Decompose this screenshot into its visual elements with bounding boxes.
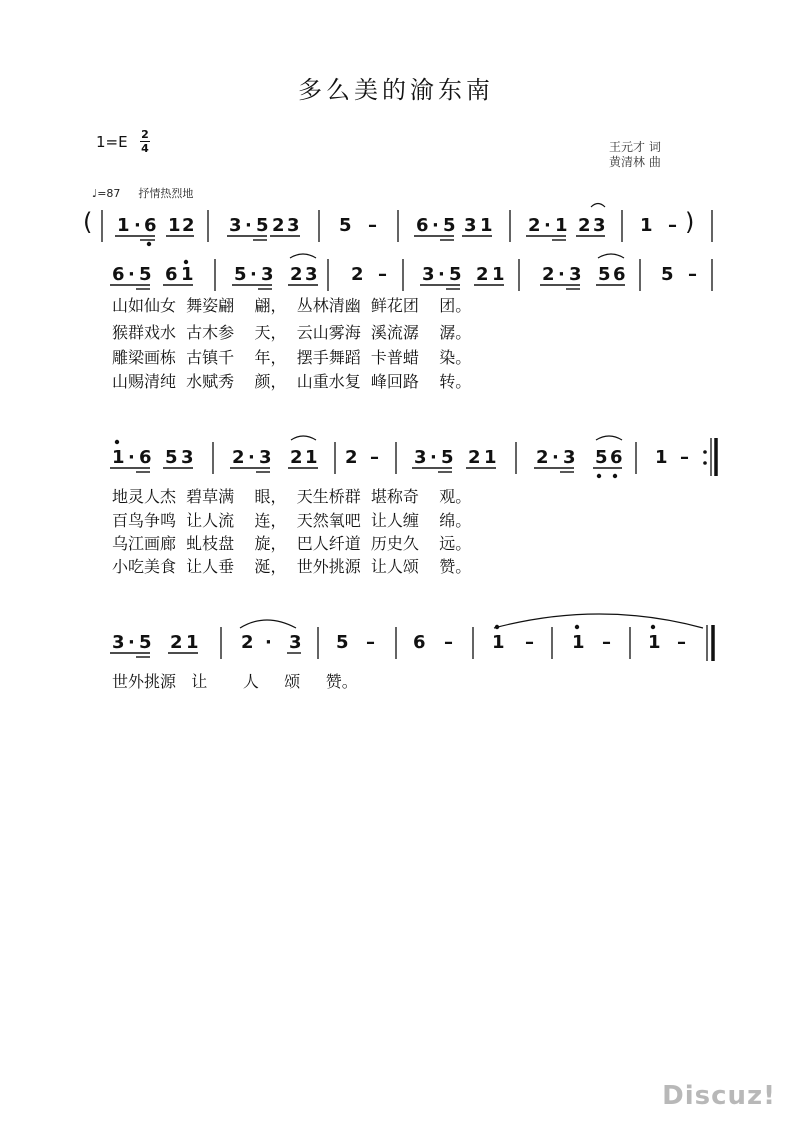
watermark-logo: Discuz!	[662, 1081, 776, 1111]
svg-text:2: 2	[528, 215, 541, 236]
svg-text:2: 2	[468, 447, 481, 468]
svg-text:2: 2	[542, 264, 555, 285]
svg-text:1: 1	[112, 447, 125, 468]
svg-text:–: –	[602, 632, 611, 653]
svg-text:3: 3	[414, 447, 427, 468]
lyrics-block2-line1: 地灵人杰 碧草满 眼， 天生桥群 堪称奇 观。	[112, 487, 472, 506]
svg-text:3: 3	[593, 215, 606, 236]
svg-text:6: 6	[613, 264, 626, 285]
svg-text:2: 2	[232, 447, 245, 468]
svg-text:–: –	[680, 447, 689, 468]
svg-text:6: 6	[144, 215, 157, 236]
composer: 黄清林 曲	[609, 155, 661, 169]
svg-text:1: 1	[305, 447, 318, 468]
svg-text:2: 2	[351, 264, 364, 285]
lyrics-block1-line2: 猴群戏水 古木参 天， 云山雾海 溪流潺 潺。	[112, 323, 472, 342]
svg-text:6: 6	[112, 264, 125, 285]
svg-text:1: 1	[186, 632, 199, 653]
lyrics-block2-line2: 百鸟争鸣 让人流 连， 天然氧吧 让人缠 绵。	[112, 511, 472, 530]
svg-text:–: –	[366, 632, 375, 653]
svg-text:–: –	[525, 632, 534, 653]
svg-text:5: 5	[598, 264, 611, 285]
svg-text:3: 3	[259, 447, 272, 468]
svg-text:·: ·	[544, 215, 551, 236]
svg-text:1: 1	[655, 447, 668, 468]
lyrics-block1-line1: 山如仙女 舞姿翩 翩， 丛林清幽 鲜花团 团。	[112, 296, 472, 315]
svg-text:3: 3	[261, 264, 274, 285]
svg-text:1: 1	[492, 632, 505, 653]
svg-text:1: 1	[572, 632, 585, 653]
svg-text:3: 3	[287, 215, 300, 236]
svg-text:(: (	[83, 208, 93, 236]
lyricist: 王元才 词	[609, 140, 661, 154]
svg-text:5: 5	[443, 215, 456, 236]
svg-text:–: –	[378, 264, 387, 285]
lyrics-block2-line4: 小吃美食 让人垂 涎， 世外挑源 让人颂 赞。	[112, 557, 472, 576]
svg-text:5: 5	[336, 632, 349, 653]
svg-text:3: 3	[181, 447, 194, 468]
svg-text:6: 6	[610, 447, 623, 468]
svg-text:2: 2	[272, 215, 285, 236]
svg-text:1: 1	[480, 215, 493, 236]
svg-text:–: –	[368, 215, 377, 236]
lyrics-block2-line3: 乌江画廊 虬枝盘 旋， 巴人纤道 历史久 远。	[112, 534, 472, 553]
svg-text:5: 5	[449, 264, 462, 285]
svg-text:3: 3	[305, 264, 318, 285]
lyrics-block3-line1: 世外挑源 让 人 颂 赞。	[112, 672, 358, 691]
svg-text:1: 1	[640, 215, 653, 236]
key-signature: 1=E	[96, 133, 128, 151]
svg-text:2: 2	[345, 447, 358, 468]
mood-marking: 抒情热烈地	[138, 187, 194, 200]
svg-text:1: 1	[555, 215, 568, 236]
lyrics-block1-line3: 雕梁画栋 古镇千 年， 摆手舞蹈 卡普蜡 染。	[112, 348, 472, 367]
svg-text:3: 3	[289, 632, 302, 653]
svg-text:3: 3	[563, 447, 576, 468]
svg-text:5: 5	[441, 447, 454, 468]
svg-text:3: 3	[464, 215, 477, 236]
svg-text:1: 1	[492, 264, 505, 285]
svg-text:5: 5	[256, 215, 269, 236]
svg-text:5: 5	[234, 264, 247, 285]
svg-text:5: 5	[595, 447, 608, 468]
time-sig-top: 2	[141, 128, 149, 141]
svg-text:·: ·	[552, 447, 559, 468]
svg-text:): )	[685, 208, 695, 236]
svg-text:·: ·	[245, 215, 252, 236]
svg-text:2: 2	[476, 264, 489, 285]
svg-text:–: –	[677, 632, 686, 653]
svg-text:2: 2	[578, 215, 591, 236]
lyrics-block1-line4: 山赐清纯 水赋秀 颜， 山重水复 峰回路 转。	[112, 372, 472, 391]
svg-text:5: 5	[339, 215, 352, 236]
svg-text:1: 1	[181, 264, 194, 285]
svg-text:5: 5	[139, 264, 152, 285]
svg-text:2: 2	[241, 632, 254, 653]
svg-text:·: ·	[248, 447, 255, 468]
svg-text:2: 2	[536, 447, 549, 468]
svg-text:·: ·	[438, 264, 445, 285]
svg-text:·: ·	[430, 447, 437, 468]
svg-text:·: ·	[432, 215, 439, 236]
svg-text:2: 2	[170, 632, 183, 653]
svg-text:·: ·	[558, 264, 565, 285]
svg-text:6: 6	[413, 632, 426, 653]
svg-text:5: 5	[139, 632, 152, 653]
svg-text:·: ·	[128, 447, 135, 468]
svg-text:6: 6	[139, 447, 152, 468]
svg-text:1: 1	[168, 215, 181, 236]
svg-text:–: –	[668, 215, 677, 236]
svg-text:–: –	[444, 632, 453, 653]
svg-text:5: 5	[661, 264, 674, 285]
svg-text:6: 6	[416, 215, 429, 236]
svg-text:3: 3	[229, 215, 242, 236]
svg-text:2: 2	[182, 215, 195, 236]
svg-text:3: 3	[569, 264, 582, 285]
tempo-value: ♩=87	[92, 187, 121, 200]
svg-text:·: ·	[128, 632, 135, 653]
svg-text:3: 3	[422, 264, 435, 285]
svg-text:3: 3	[112, 632, 125, 653]
svg-text:·: ·	[128, 264, 135, 285]
svg-text:·: ·	[265, 632, 272, 653]
svg-text:–: –	[688, 264, 697, 285]
svg-text:1: 1	[484, 447, 497, 468]
svg-text:6: 6	[165, 264, 178, 285]
svg-text:1: 1	[648, 632, 661, 653]
svg-text:2: 2	[290, 447, 303, 468]
time-sig-bottom: 4	[141, 142, 149, 155]
svg-text:·: ·	[134, 215, 141, 236]
svg-text:5: 5	[165, 447, 178, 468]
svg-text:·: ·	[250, 264, 257, 285]
svg-text:1: 1	[117, 215, 130, 236]
song-title: 多么美的渝东南	[298, 76, 494, 104]
svg-text:–: –	[370, 447, 379, 468]
svg-text:2: 2	[290, 264, 303, 285]
